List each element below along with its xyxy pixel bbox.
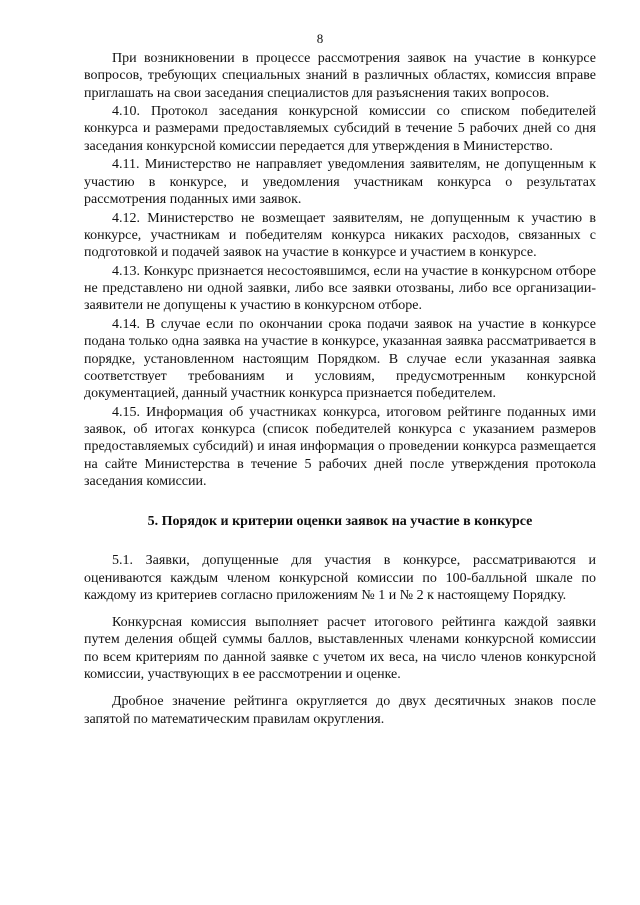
paragraph-4-12: 4.12. Министерство не возмещает заявителям, не допущенным к участию в конкурсе, участникам и победителям конкурса никаких расходов, связанных с подготовкой и подачей заявок на участие в конкурсе и участием в конкурсе. <box>84 210 596 261</box>
paragraph-rounding: Дробное значение рейтинга округляется до двух десятичных знаков после запятой по математическим правилам округления. <box>84 694 596 727</box>
paragraph-4-11: 4.11. Министерство не направляет уведомления заявителям, не допущенным к участию в конкурсе, и уведомления участникам конкурса о результатах рассмотрения поданных ими заявок. <box>84 157 596 207</box>
paragraph-4-13: 4.13. Конкурс признается несостоявшимся, если на участие в конкурсном отборе не представлено ни одной заявки, либо все заявки отозваны, либо все организации-заявители не допущены к участию в конкурсном отборе. <box>84 263 596 314</box>
document-body <box>84 50 596 729</box>
section-heading: 5. Порядок и критерии оценки заявок на участие в конкурсе <box>147 514 533 530</box>
paragraph-4-14: 4.14. В случае если по окончании срока подачи заявок на участие в конкурсе подана только одна заявка на участие в конкурсе, указанная заявка рассматривается в порядке, установленном настоящим Порядком. В случае если указанная заявка соответствует требованиям и условиям, предусмотренным конкурсной документацией, данный участник конкурса признается победителем. <box>84 316 596 402</box>
paragraph: При возникновении в процессе рассмотрения заявок на участие в конкурсе вопросов, требующих специальных знаний в различных областях, комиссия вправе приглашать на свои заседания специалистов для разъяснения таких вопросов. <box>84 51 596 101</box>
paragraph-4-15: 4.15. Информация об участниках конкурса, итоговом рейтинге поданных ими заявок, об итогах конкурса (список победителей конкурса с указанием размеров предоставляемых субсидий) и иная информация о проведении конкурса размещается на сайте Министерства в течение 5 рабочих дней после утверждения протокола заседания комиссии. <box>84 404 596 489</box>
paragraph-4-10: 4.10. Протокол заседания конкурсной комиссии со списком победителей конкурса и размерами предоставляемых субсидий в течение 5 рабочих дней со дня заседания конкурсной комиссии передается для утверждения в Министерство. <box>84 104 596 154</box>
paragraph-5-1: 5.1. Заявки, допущенные для участия в конкурсе, рассматриваются и оцениваются каждым членом конкурсной комиссии по 100-балльной шкале по каждому из критериев согласно приложениям № 1 и № 2 к настоящему Порядку. <box>84 553 596 603</box>
page-number: 8 <box>316 31 324 46</box>
paragraph-rating-calculation: Конкурсная комиссия выполняет расчет итогового рейтинга каждой заявки путем деления общей суммы баллов, выставленных членами конкурсной комиссии по всем критериям по данной заявке с учетом их веса, на число членов конкурсной комиссии, участвующих в ее рассмотрении и оценке. <box>84 615 596 682</box>
